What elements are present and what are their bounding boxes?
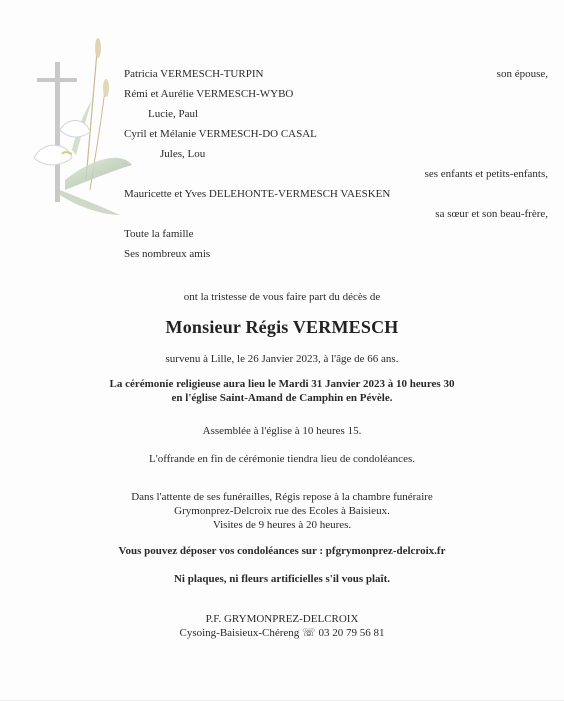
funeral-home-line-3: Visites de 9 heures à 20 heures.	[212, 519, 352, 531]
ceremony-line-1: La cérémonie religieuse aura lieu le Mardi 31 Janvier 2023 à 10 heures 30	[109, 378, 455, 390]
family-grandchildren-2: Jules, Lou	[160, 148, 206, 160]
no-flowers-text: Ni plaques, ni fleurs artificielles s'il vous plaît.	[173, 573, 391, 585]
family-name-1: Patricia VERMESCH-TURPIN	[124, 68, 264, 80]
funeral-home-line-1: Dans l'attente de ses funérailles, Régis repose à la chambre funéraire	[131, 491, 433, 503]
footer-contact: Cysoing-Baisieux-Chéreng ☏ 03 20 79 56 81	[179, 627, 385, 639]
announcement-text: ont la tristesse de vous faire part du décès de	[183, 291, 381, 303]
family-relation-2: ses enfants et petits-enfants,	[424, 168, 548, 180]
footer-company: P.F. GRYMONPREZ-DELCROIX	[205, 613, 359, 625]
assembly-text: Assemblée à l'église à 10 heures 15.	[202, 425, 362, 437]
death-info: survenu à Lille, le 26 Janvier 2023, à l'âge de 66 ans.	[165, 353, 399, 365]
ceremony-line-2: en l'église Saint-Amand de Camphin en Pévèle.	[171, 392, 393, 404]
family-name-6: Ses nombreux amis	[124, 248, 211, 260]
family-name-2: Rémi et Aurélie VERMESCH-WYBO	[124, 88, 294, 100]
family-grandchildren-1: Lucie, Paul	[148, 108, 199, 120]
family-relation-3: sa sœur et son beau-frère,	[435, 208, 548, 220]
cross-lily-decoration	[20, 30, 135, 220]
family-name-5: Toute la famille	[124, 228, 194, 240]
offering-text: L'offrande en fin de cérémonie tiendra lieu de condoléances.	[149, 453, 415, 465]
funeral-home-line-2: Grymonprez-Delcroix rue des Ecoles à Baisieux.	[174, 505, 390, 517]
condolences-text: Vous pouvez déposer vos condoléances sur : pfgrymonprez-delcroix.fr	[118, 545, 446, 557]
deceased-name: Monsieur Régis VERMESCH	[165, 317, 399, 337]
family-name-3: Cyril et Mélanie VERMESCH-DO CASAL	[124, 128, 317, 140]
family-name-4: Mauricette et Yves DELEHONTE-VERMESCH VAESKEN	[124, 188, 391, 200]
family-relation-1: son épouse,	[496, 68, 548, 80]
